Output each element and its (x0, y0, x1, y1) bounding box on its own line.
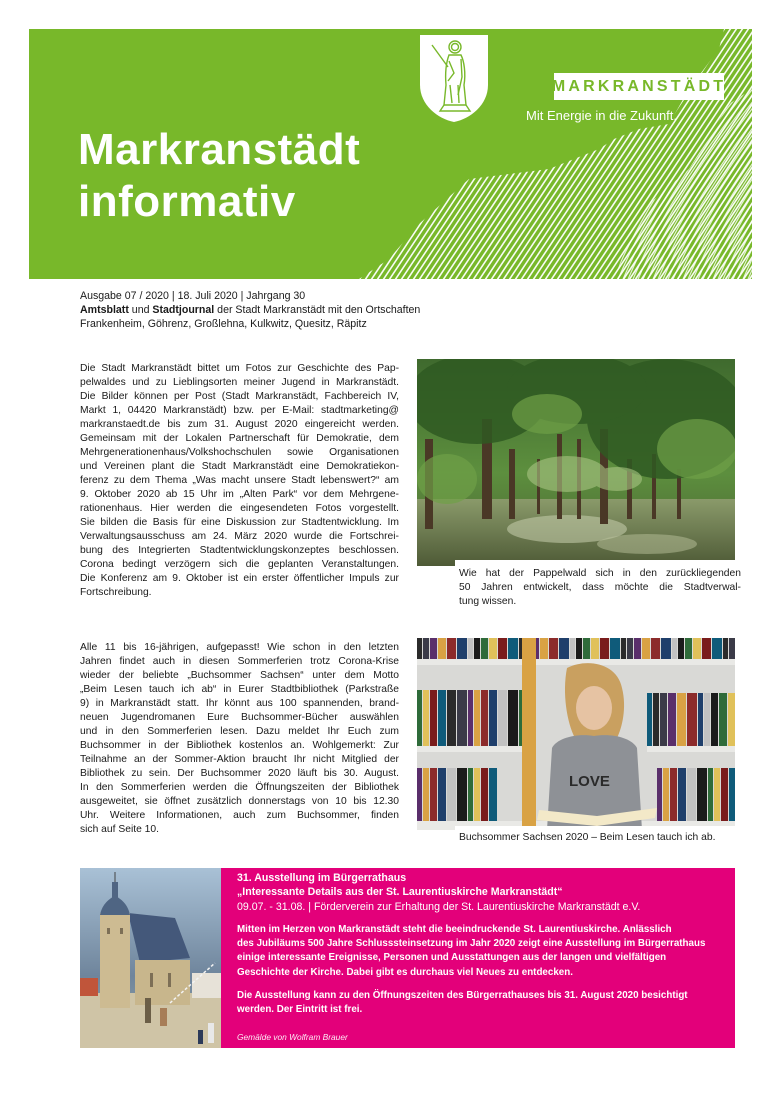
book-spine (687, 768, 696, 821)
book-spine (430, 638, 437, 659)
book-spine (481, 768, 488, 821)
hatch-line (29, 29, 35, 279)
article-line: Jahren findet auch in diesen Sommerferien trotz Corona-Krise (80, 656, 399, 667)
book-spine (600, 638, 609, 659)
caption-line: tung wissen. (459, 596, 517, 607)
book-spine (663, 768, 669, 821)
hatch-line (29, 29, 53, 279)
article-line: Die Bilder können per Post (Stadt Markranstädt, Fachbereich IV, (80, 391, 399, 402)
book-spine (423, 638, 429, 659)
book-spine (498, 638, 507, 659)
hatch-line (29, 29, 65, 279)
book-spine (657, 768, 662, 821)
article-line: bung des Integrierten Stadtentwicklungskonzeptes beschlossen. (80, 545, 399, 556)
article-line: Gemeinsam mit der Lokalen Partnerschaft für Demokratie, dem (80, 433, 399, 444)
caption-line: Wie hat der Pappelwald sich in den zurückliegenden (459, 568, 741, 579)
book-spine (468, 638, 473, 659)
article-buchsommer (80, 641, 399, 837)
hatch-line (629, 69, 752, 279)
book-spine (447, 638, 456, 659)
article-line: Alle 11 bis 16-jährigen, aufgepasst! Wie schon in den letzten (80, 642, 399, 653)
hatch-line (545, 29, 725, 279)
book-spine (417, 768, 422, 821)
hatch-line (485, 29, 665, 279)
book-spine (708, 768, 713, 821)
book-spine (685, 638, 692, 659)
hatch-line (469, 69, 609, 279)
hatch-line (29, 29, 83, 279)
book-spine (423, 768, 429, 821)
shirt-graphic: LOVE (569, 773, 610, 790)
article-line: sich auf Seite 10. (80, 824, 159, 835)
book-spine (468, 768, 473, 821)
book-spine (693, 638, 701, 659)
book-spine (438, 690, 446, 746)
subtitle-line (80, 303, 420, 317)
book-spine (423, 690, 429, 746)
library-photo (417, 638, 735, 830)
article-line: Markt 1, 04420 Markranstädt) bzw. per E-Mail: stadtmarketing@ (80, 405, 399, 416)
hatch-line (467, 29, 647, 279)
hatch-line (29, 29, 71, 279)
book-spine (660, 693, 667, 746)
book-spine (549, 638, 558, 659)
article-line: Fortschreibung. (80, 587, 152, 598)
book-spine (697, 768, 707, 821)
article-line: pelwaldes und zu Lieblingsorten meiner Jugend in Markranstädt. (80, 377, 399, 388)
book-spine (729, 638, 735, 659)
exhibition-title: „Interessante Details aus der St. Laurentiuskirche Markranstädt“ (237, 886, 563, 899)
book-spine (481, 638, 488, 659)
hatch-line (479, 29, 659, 279)
book-spine (627, 638, 633, 659)
book-spine (621, 638, 626, 659)
hatch-line (497, 29, 677, 279)
book-spine (642, 638, 650, 659)
article-line: rationenhaus. Hier werden die eingesendeten Fotos vorgestellt. (80, 503, 399, 514)
book-spine (610, 638, 620, 659)
coat-of-arms-icon (418, 33, 490, 123)
book-spine (698, 693, 703, 746)
subtitle-und: und (128, 304, 153, 317)
article-line: Sie bilden die Basis für eine Diskussion zur Stadtentwicklung. Im (80, 517, 399, 528)
article-line: Corona bedingt verzögern sich die geplanten Veranstaltungen. (80, 559, 399, 570)
book-spine (678, 768, 686, 821)
book-spine (704, 693, 710, 746)
book-spine (430, 768, 437, 821)
subtitle-stadtjournal: Stadtjournal (152, 304, 215, 317)
book-spine (457, 638, 467, 659)
book-spine (508, 690, 518, 746)
article-line: Mehrgenerationenhaus/Volkshochschulen sowie Organisationen (80, 447, 399, 458)
exhibition-header (237, 871, 640, 914)
hatch-line (515, 29, 695, 279)
exhibition-line: des Jubiläums 500 Jahre Schlusssteinsetzung im Jahr 2020 zeigt eine Ausstellung im Bürgerrathaus (237, 938, 706, 950)
book-spine (721, 768, 728, 821)
exhibition-dates: 09.07. - 31.08. | Förderverein zur Erhaltung der St. Laurentiuskirche Markranstädt e.V. (237, 900, 641, 913)
book-spine (474, 768, 480, 821)
exhibition-line: werden. Der Eintritt ist frei. (237, 1004, 363, 1016)
hatch-line (527, 29, 707, 279)
library-photo-caption: Buchsommer Sachsen 2020 – Beim Lesen tauch ich ab. (455, 831, 744, 845)
book-spine (591, 638, 599, 659)
brand-logo: MARKRANSTÄDT (554, 73, 724, 100)
article-line: markranstaedt.de bis zum 31. August 2020 eingereicht werden. (80, 419, 399, 430)
book-spine (417, 638, 422, 659)
slogan: Mit Energie in die Zukunft. (526, 108, 678, 123)
hatch-line (539, 29, 719, 279)
article-line: 9) in Markranstädt statt. Ihr könnt aus 100 spannenden, brand- (80, 698, 399, 709)
book-spine (489, 638, 497, 659)
article-line: „Beim Lesen tauch ich ab“ in Eurer Stadtbibliothek (Parkstraße (80, 684, 399, 695)
book-spine (447, 690, 456, 746)
book-spine (540, 638, 548, 659)
exhibition-paragraph-1 (237, 923, 727, 980)
book-spine (559, 638, 569, 659)
exhibition-line: einige interessante Ereignisse, Personen und Ausstattungen aus der langen und vielfältigen (237, 952, 667, 964)
book-spine (711, 693, 718, 746)
article-line: In den Sommerferien werden die Öffnungszeiten der Bibliothek (80, 782, 399, 793)
article-line: Bibliothek zu sein. Der Buchsommer 2020 läuft bis 30. August. (80, 768, 399, 779)
exhibition-paragraph-2 (237, 989, 727, 1017)
caption-backdrop (455, 560, 735, 567)
exhibition-body (237, 923, 727, 1026)
book-spine (519, 690, 522, 746)
book-spine (438, 638, 446, 659)
publication-title (78, 124, 360, 228)
book-spine (498, 690, 507, 746)
book-spine (634, 638, 641, 659)
book-spine (474, 638, 480, 659)
hatch-line (494, 69, 634, 279)
book-spine (576, 638, 582, 659)
exhibition-line: Mitten im Herzen von Markranstädt steht die beeindruckende St. Laurentiuskirche. Anlässlich (237, 924, 672, 935)
book-spine (672, 638, 677, 659)
book-spine (653, 693, 659, 746)
forest-photo (417, 359, 735, 566)
book-spine (670, 768, 677, 821)
subtitle-amtsblatt: Amtsblatt (80, 304, 129, 317)
book-spine (474, 690, 480, 746)
book-spine (417, 690, 422, 746)
book-spine (583, 638, 590, 659)
hatch-line (521, 29, 701, 279)
article-line: Verwaltungsausschuss am 24. März 2020 wurde die Fortschrei- (80, 531, 399, 542)
hatch-line (557, 29, 737, 279)
book-spine (712, 638, 722, 659)
article-line: Die Stadt Markranstädt bittet um Fotos zur Geschichte des Pap- (80, 363, 399, 374)
exhibition-line: Geschichte der Kirche. Dabei gibt es durchaus viel Neues zu entdecken. (237, 966, 573, 978)
book-spine (677, 693, 686, 746)
book-spine (729, 768, 735, 821)
subtitle-rest: der Stadt Markranstädt mit den Ortschaften (214, 304, 421, 317)
header-banner (29, 29, 752, 279)
article-line: ferenz zu dem Thema „Was macht unsere Stadt lebenswert?“ am (80, 475, 399, 486)
article-line: 9. Oktober 2020 ab 15 Uhr im „Alten Park“ vor dem Mehrgene- (80, 489, 399, 500)
book-spine (714, 768, 720, 821)
book-spine (489, 768, 497, 821)
book-spine (668, 693, 676, 746)
book-spine (457, 768, 467, 821)
book-spine (430, 690, 437, 746)
article-line: ausgeweitet, sie öffnet zusätzlich donnerstags von 10 bis 12.30 (80, 796, 399, 807)
hatch-line (29, 29, 41, 279)
book-spine (702, 638, 711, 659)
article-line: Uhr. Weitere Informationen, auch zum Buchsommer, finden (80, 810, 399, 821)
article-line: neuen Jugendromanen Eure Buchsommer-Bücher auswählen (80, 712, 399, 723)
book-spine (661, 638, 671, 659)
hatch-line (29, 29, 77, 279)
masthead-info (80, 289, 420, 332)
article-line: und in den Sommerferien lesen. Dazu meldet Ihr Euch zum (80, 726, 399, 737)
issue-line: Ausgabe 07 / 2020 | 18. Juli 2020 | Jahrgang 30 (80, 290, 306, 302)
book-spine (719, 693, 727, 746)
places-line: Frankenheim, Göhrenz, Großlehna, Kulkwitz, Quesitz, Räpitz (80, 318, 367, 331)
hatch-line (29, 29, 59, 279)
painting-credit: Gemälde von Wolfram Brauer (237, 1032, 348, 1042)
article-line: Die Konferenz am 9. Oktober ist ein erster öffentlicher Impuls zur (80, 573, 399, 584)
book-spine (481, 690, 488, 746)
hatch-line (569, 29, 749, 279)
title-line-1: Markranstädt (78, 125, 361, 174)
book-spine (438, 768, 446, 821)
book-spine (489, 690, 497, 746)
book-spine (508, 638, 518, 659)
article-line: wieder der beliebte „Buchsommer Sachsen“ unter dem Motto (80, 670, 399, 681)
hatch-line (29, 29, 47, 279)
book-spine (728, 693, 735, 746)
book-spine (468, 690, 473, 746)
article-line: Buchsommer in der Bibliothek kostenlos an. Wohlgemerkt: Zur (80, 740, 399, 751)
book-spine (647, 693, 652, 746)
title-line-2: informativ (78, 177, 296, 226)
book-spine (447, 768, 456, 821)
church-painting (80, 868, 221, 1048)
article-line: Teilnahme an der Sommer-Aktion braucht Ihr nicht Mitglied der (80, 754, 399, 765)
caption-line: 50 Jahren entwickelt, dass möchte die Stadtverwal- (459, 582, 741, 593)
book-spine (651, 638, 660, 659)
forest-photo-caption (455, 567, 741, 609)
book-spine (457, 690, 467, 746)
book-spine (723, 638, 728, 659)
book-spine (687, 693, 697, 746)
hatch-line (491, 29, 671, 279)
book-spine (570, 638, 575, 659)
article-line: und Vereinen plant die Stadt Markranstädt eine Demokratiekon- (80, 461, 399, 472)
exhibition-line: Die Ausstellung kann zu den Öffnungszeiten des Bürgerrathauses bis 31. August 2020 besichtigt (237, 989, 688, 1001)
book-spine (678, 638, 684, 659)
hatch-line (509, 29, 689, 279)
hatch-line (473, 29, 653, 279)
exhibition-heading: 31. Ausstellung im Bürgerrathaus (237, 872, 407, 884)
article-pappelwald (80, 362, 399, 600)
